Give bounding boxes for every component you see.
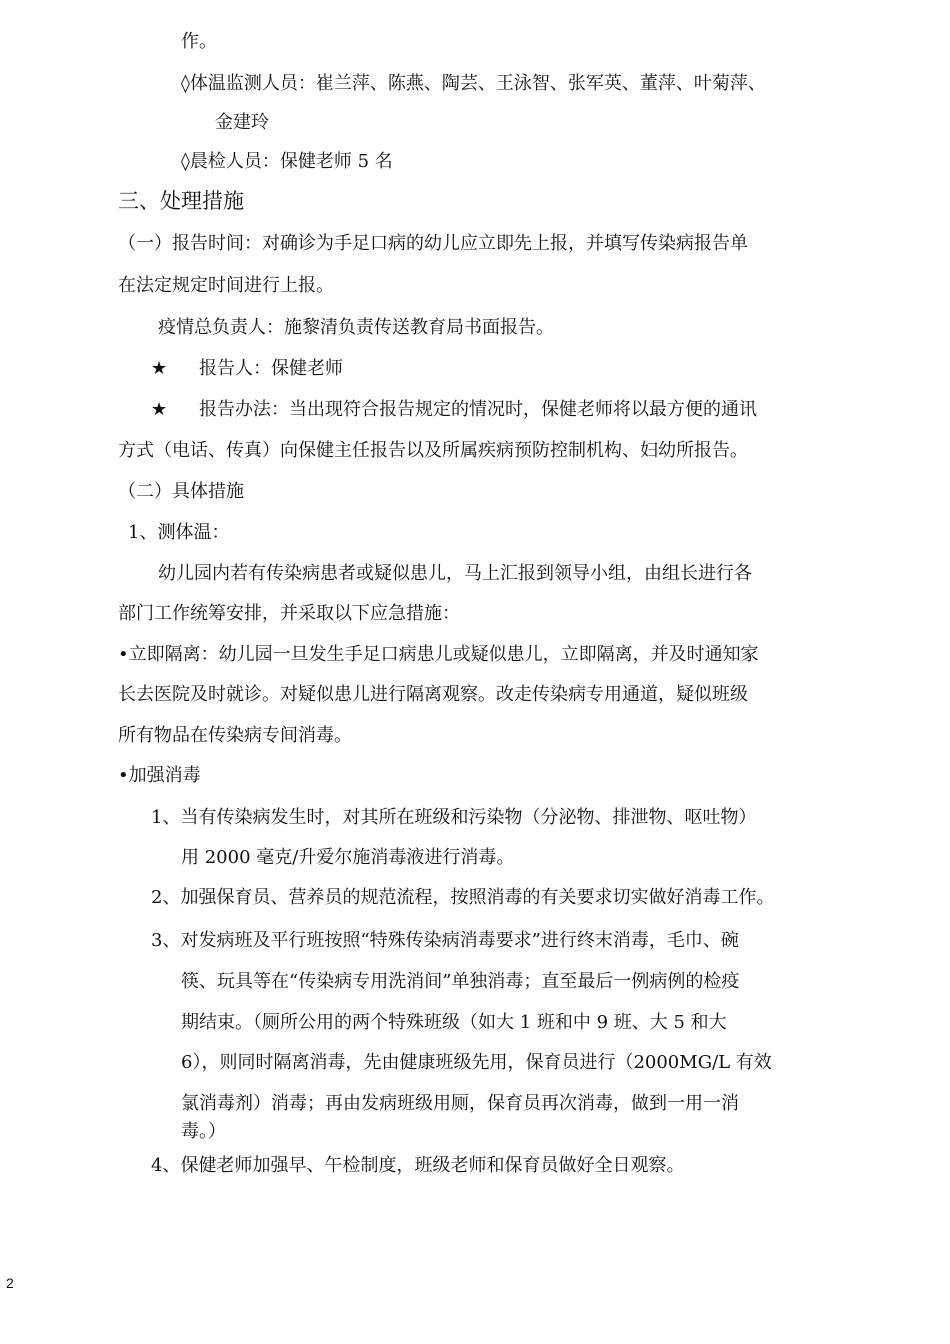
text-line: •加强消毒 [118,765,201,786]
text-line: 氯消毒剂）消毒；再由发病班级用厕，保育员再次消毒，做到一用一消 [181,1093,739,1114]
text-line: ◊体温监测人员：崔兰萍、陈燕、陶芸、王泳智、张军英、董萍、叶菊萍、 [181,73,766,94]
text-line: 报告人：保健老师 [199,358,343,379]
text-line: 6），则同时隔离消毒，先由健康班级先用，保育员进行（2000MG/L 有效 [181,1052,772,1073]
page-number: 2 [6,1275,14,1291]
text-line: 长去医院及时就诊。对疑似患儿进行隔离观察。改走传染病专用通道，疑似班级 [118,684,748,705]
list-item: 2、加强保育员、营养员的规范流程，按照消毒的有关要求切实做好消毒工作。 [151,887,775,908]
star-icon: ★ [151,399,168,420]
text-line: （一）报告时间：对确诊为手足口病的幼儿应立即先上报，并填写传染病报告单 [118,233,748,254]
text-line: 用 2000 毫克/升爱尔施消毒液进行消毒。 [181,847,515,868]
text-line: 金建玲 [215,112,269,133]
text-line: ◊晨检人员：保健老师 5 名 [181,151,393,172]
text-line: 疫情总负责人：施黎清负责传送教育局书面报告。 [158,317,554,338]
text-line: 在法定规定时间进行上报。 [118,275,334,296]
list-item: 1、当有传染病发生时，对其所在班级和污染物（分泌物、排泄物、呕吐物） [151,807,757,828]
text-line: 所有物品在传染病专间消毒。 [118,725,352,746]
text-line: 筷、玩具等在“传染病专用洗消间”单独消毒；直至最后一例病例的检疫 [181,971,740,992]
text-line: 部门工作统筹安排，并采取以下应急措施： [118,603,460,624]
text-line: 毒。） [181,1121,226,1142]
list-item: 3、对发病班及平行班按照“特殊传染病消毒要求”进行终末消毒，毛巾、碗 [151,930,739,951]
section-heading: 三、处理措施 [118,189,244,213]
star-icon: ★ [151,358,168,379]
subsection-heading: （二）具体措施 [118,481,244,502]
text-line: 1、测体温： [128,522,230,543]
text-line: 作。 [181,31,217,52]
text-line: 期结束。（厕所公用的两个特殊班级（如大 1 班和中 9 班、大 5 和大 [181,1012,727,1033]
text-line: •立即隔离：幼儿园一旦发生手足口病患儿或疑似患儿，立即隔离，并及时通知家 [118,644,759,665]
text-line: 报告办法：当出现符合报告规定的情况时，保健老师将以最方便的通讯 [199,399,757,420]
text-line: 幼儿园内若有传染病患者或疑似患儿，马上汇报到领导小组，由组长进行各 [158,563,752,584]
text-line: 方式（电话、传真）向保健主任报告以及所属疾病预防控制机构、妇幼所报告。 [118,440,748,461]
list-item: 4、保健老师加强早、午检制度，班级老师和保育员做好全日观察。 [151,1155,685,1176]
